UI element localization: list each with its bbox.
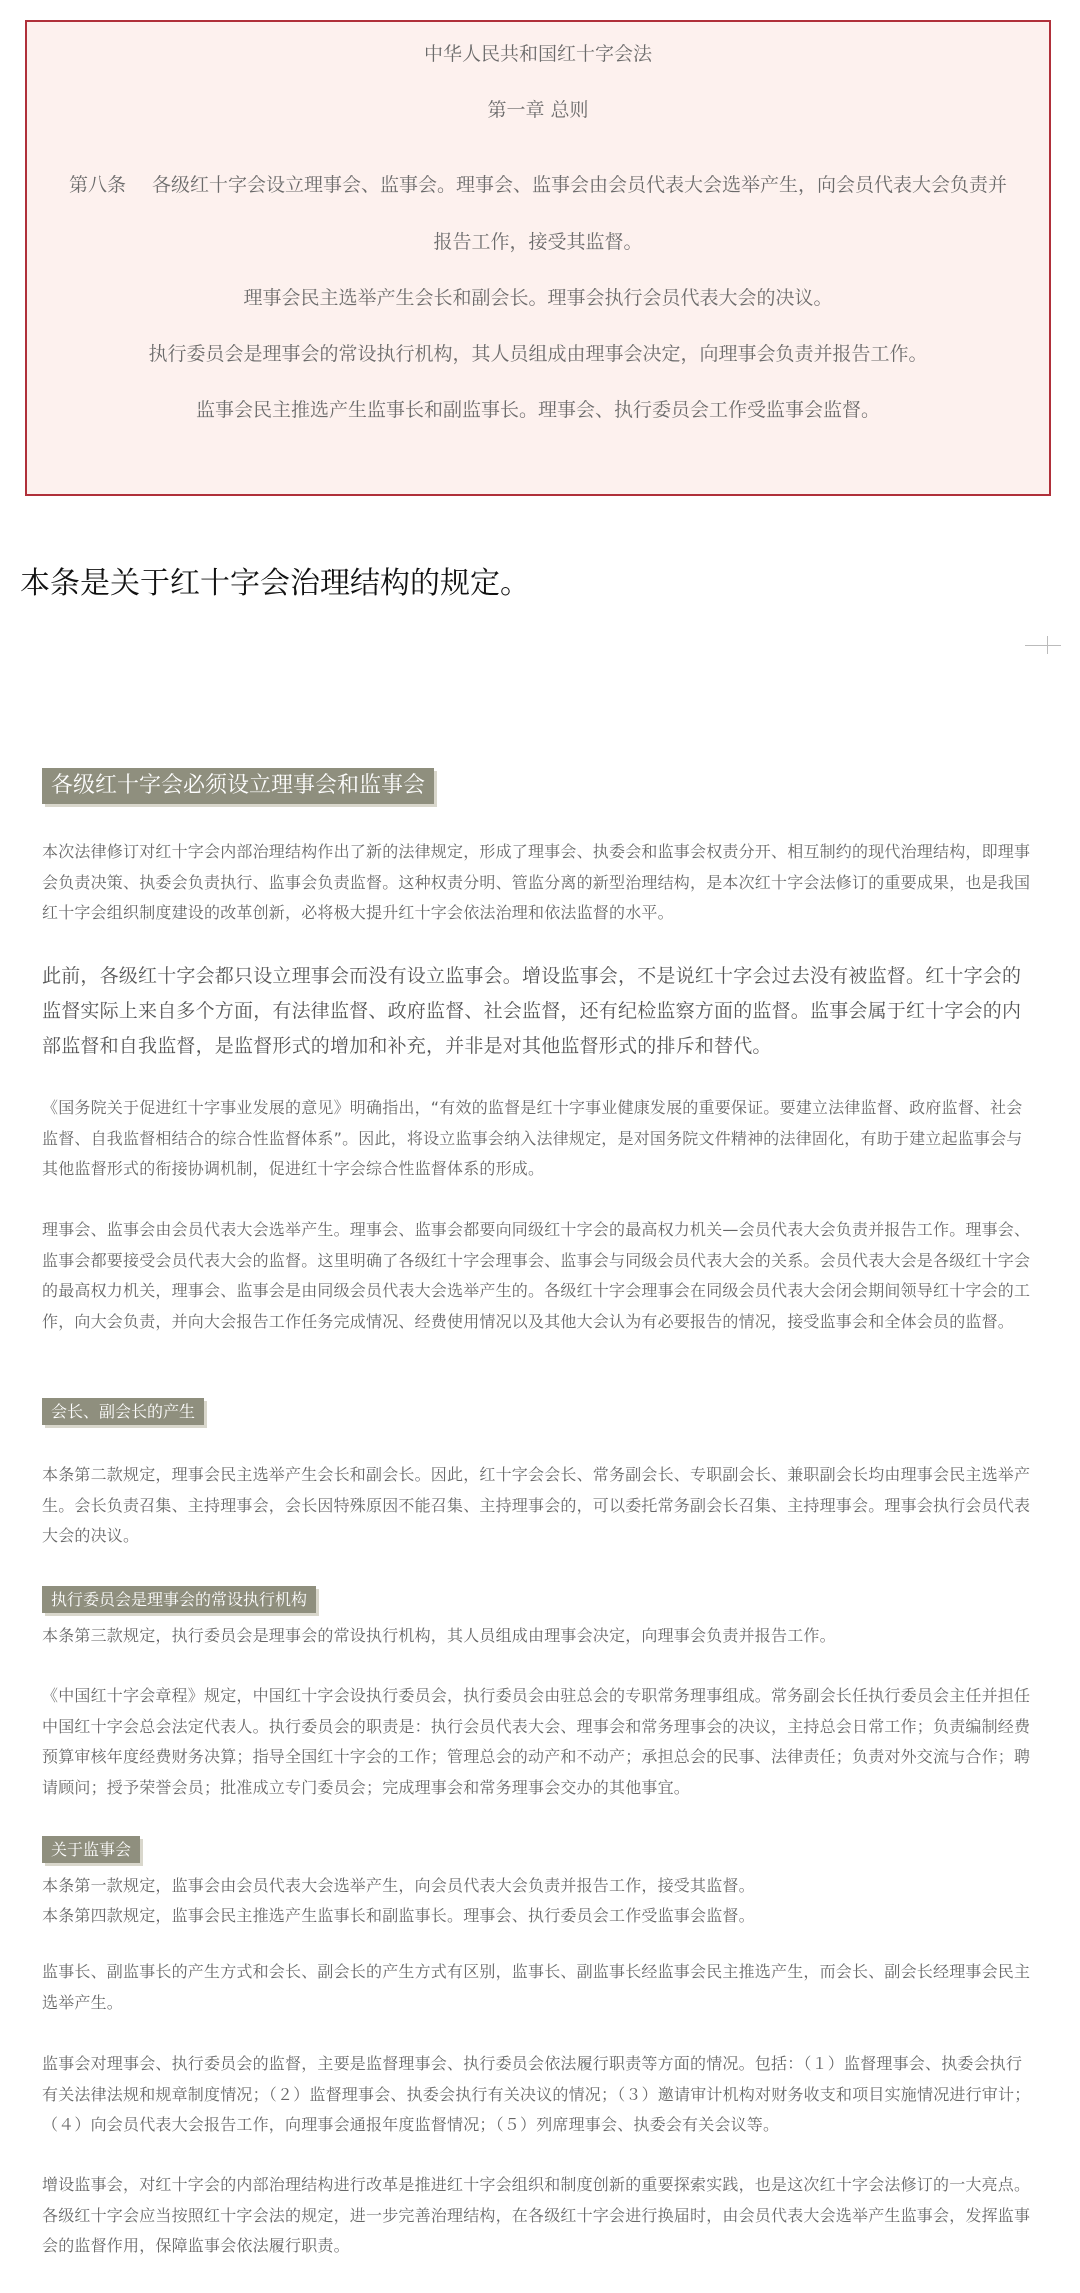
section-title-councils: 各级红十字会必须设立理事会和监事会: [42, 768, 434, 804]
page-heading: 本条是关于红十字会治理结构的规定。: [20, 566, 530, 601]
law-article-8-para-1-text: 各级红十字会设立理事会、监事会。理事会、监事会由会员代表大会选举产生，向会员代表大会负责并: [152, 174, 1008, 196]
section-4-paragraph-1a: 本条第一款规定，监事会由会员代表大会选举产生，向会员代表大会负责并报告工作，接受其监督。: [42, 1876, 755, 1895]
law-article-8-para-4: 监事会民主推选产生监事长和副监事长。理事会、执行委员会工作受监事会监督。: [195, 399, 880, 421]
section-4-paragraph-1b: 本条第四款规定，监事会民主推选产生监事长和副监事长。理事会、执行委员会工作受监事会监督。: [42, 1906, 755, 1925]
law-article-box: [25, 20, 1051, 496]
article-label: 第八条: [68, 174, 126, 196]
section-title-president: 会长、副会长的产生: [42, 1398, 204, 1425]
section-1-paragraph-1: 本次法律修订对红十字会内部治理结构作出了新的法律规定，形成了理事会、执委会和监事会权责分开、相互制约的现代治理结构，即理事会负责决策、执委会负责执行、监事会负责监督。这种权责分明、管监分离的新型治理结构，是本次红十字会法修订的重要成果，也是我国红十字会组织制度建设的改革创新，必将极大提升红十字会依法治理和依法监督的水平。: [42, 842, 1031, 922]
law-article-8-para-1: [47, 156, 1029, 214]
section-1-paragraph-2: 此前，各级红十字会都只设立理事会而没有设立监事会。增设监事会，不是说红十字会过去没有被监督。红十字会的监督实际上来自多个方面，有法律监督、政府监督、社会监督，还有纪检监察方面的监督。监事会属于红十字会的内部监督和自我监督，是监督形式的增加和补充，并非是对其他监督形式的排斥和替代。: [42, 965, 1022, 1057]
law-chapter: 第一章 总则: [487, 99, 589, 121]
section-3-paragraph-1: 本条第三款规定，执行委员会是理事会的常设执行机构，其人员组成由理事会决定，向理事会负责并报告工作。: [42, 1626, 836, 1645]
section-4-paragraph-3: 监事会对理事会、执行委员会的监督，主要是监督理事会、执行委员会依法履行职责等方面的情况。包括：（１）监督理事会、执委会执行有关法律法规和规章制度情况；（２）监督理事会、执委会执行有关决议的情况；（３）邀请审计机构对财务收支和项目实施情况进行审计；（４）向会员代表大会报告工作，向理事会通报年度监督情况；（５）列席理事会、执委会有关会议等。: [42, 2054, 1031, 2134]
law-title: 中华人民共和国红十字会法: [423, 43, 652, 65]
section-3-paragraph-2: 《中国红十字会章程》规定，中国红十字会设执行委员会，执行委员会由驻总会的专职常务理事组成。常务副会长任执行委员会主任并担任中国红十字会总会法定代表人。执行委员会的职责是：执行会员代表大会、理事会和常务理事会的决议，主持总会日常工作；负责编制经费预算审核年度经费财务决算；指导全国红十字会的工作；管理总会的动产和不动产；承担总会的民事、法律责任；负责对外交流与合作；聘请顾问；授予荣誉会员；批准成立专门委员会；完成理事会和常务理事会交办的其他事宜。: [42, 1686, 1031, 1797]
divider-mark-icon: [1025, 636, 1061, 654]
law-article-8-para-2: 理事会民主选举产生会长和副会长。理事会执行会员代表大会的决议。: [243, 287, 833, 309]
section-4-paragraph-2: 监事长、副监事长的产生方式和会长、副会长的产生方式有区别，监事长、副监事长经监事会民主推选产生，而会长、副会长经理事会民主选举产生。: [42, 1962, 1031, 2012]
law-article-8-para-1-cont: 报告工作，接受其监督。: [433, 231, 643, 253]
section-4-paragraph-4: 增设监事会，对红十字会的内部治理结构进行改革是推进红十字会组织和制度创新的重要探索实践，也是这次红十字会法修订的一大亮点。各级红十字会应当按照红十字会法的规定，进一步完善治理结构，在各级红十字会进行换届时，由会员代表大会选举产生监事会，发挥监事会的监督作用，保障监事会依法履行职责。: [42, 2175, 1031, 2255]
law-article-8-para-3: 执行委员会是理事会的常设执行机构，其人员组成由理事会决定，向理事会负责并报告工作。: [148, 343, 928, 365]
section-1-paragraph-4: 理事会、监事会由会员代表大会选举产生。理事会、监事会都要向同级红十字会的最高权力机关—会员代表大会负责并报告工作。理事会、监事会都要接受会员代表大会的监督。这里明确了各级红十字会理事会、监事会与同级会员代表大会的关系。会员代表大会是各级红十字会的最高权力机关，理事会、监事会是由同级会员代表大会选举产生的。各级红十字会理事会在同级会员代表大会闭会期间领导红十字会的工作，向大会负责，并向大会报告工作任务完成情况、经费使用情况以及其他大会认为有必要报告的情况，接受监事会和全体会员的监督。: [42, 1220, 1031, 1331]
section-2-paragraph-1: 本条第二款规定，理事会民主选举产生会长和副会长。因此，红十字会会长、常务副会长、专职副会长、兼职副会长均由理事会民主选举产生。会长负责召集、主持理事会，会长因特殊原因不能召集、主持理事会的，可以委托常务副会长召集、主持理事会。理事会执行会员代表大会的决议。: [42, 1465, 1031, 1545]
section-title-supervisory-board: 关于监事会: [42, 1836, 140, 1863]
section-1-paragraph-3: 《国务院关于促进红十字事业发展的意见》明确指出，“有效的监督是红十字事业健康发展的重要保证。要建立法律监督、政府监督、社会监督、自我监督相结合的综合性监督体系”。因此，将设立监事会纳入法律规定，是对国务院文件精神的法律固化，有助于建立起监事会与其他监督形式的衔接协调机制，促进红十字会综合性监督体系的形成。: [42, 1098, 1023, 1178]
section-title-executive-committee: 执行委员会是理事会的常设执行机构: [42, 1586, 316, 1613]
